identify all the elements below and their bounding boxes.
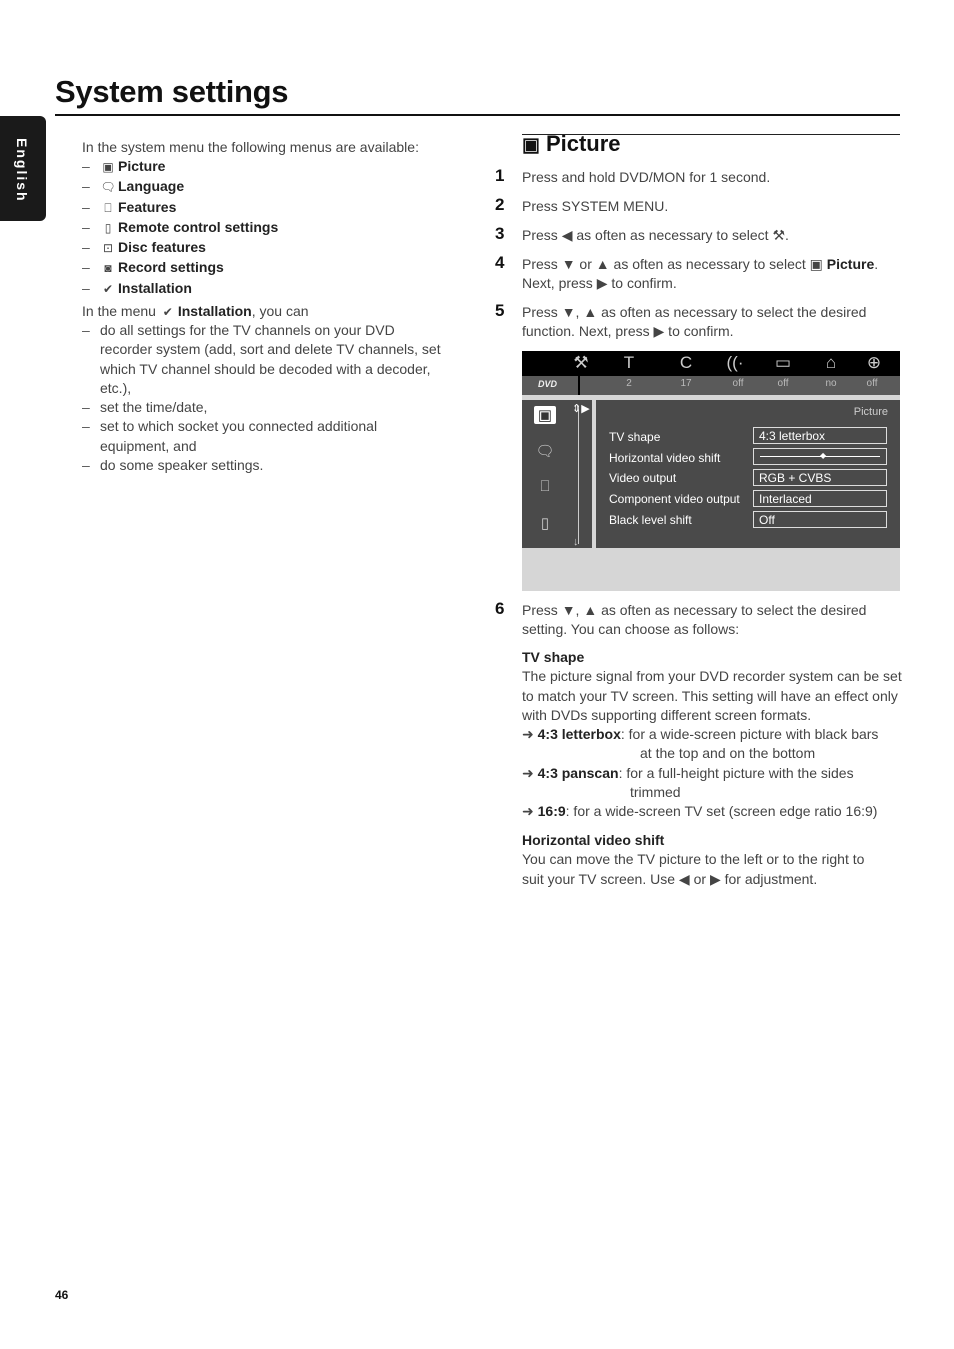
picture-icon: ▣ [522, 135, 540, 156]
option-item: ➜ 16:9: for a wide-screen TV set (screen edge ratio 16:9) [522, 803, 878, 820]
osd-row-value[interactable]: RGB + CVBS [753, 469, 887, 486]
sound-icon: ((· [726, 353, 744, 372]
osd-slider[interactable] [753, 448, 887, 465]
osd-value: off [777, 378, 789, 389]
step-text: Press and hold DVD/MON for 1 second. [522, 169, 771, 185]
up-arrow-icon: ▲ [583, 602, 598, 618]
t-icon: T [623, 353, 635, 372]
scroll-arrows-icon: ⇕▶ [572, 403, 590, 415]
osd-value: no [825, 378, 837, 389]
step-number: 1 [495, 166, 505, 185]
tools-icon: ⚒ [772, 227, 786, 243]
down-arrow-icon: ▼ [561, 304, 576, 320]
hshift-heading: Horizontal video shift [522, 832, 665, 848]
left-arrow-icon: ◀ [678, 870, 690, 887]
option-item-cont: at the top and on the bottom [640, 745, 816, 762]
osd-row-value[interactable]: 4:3 letterbox [753, 427, 887, 444]
scroll-line [578, 406, 579, 544]
menus-intro: In the system menu the following menus are available: [82, 139, 419, 155]
step-text: Press ◀ as often as necessary to select ⚒. [522, 227, 789, 243]
list-item: – 🗨 Language [82, 177, 452, 197]
step-number: 4 [495, 253, 505, 272]
osd-top-bar [522, 351, 900, 376]
install-intro-text: In the menu [82, 303, 160, 319]
osd-row-label: Video output [609, 471, 677, 485]
install-intro-text: , you can [251, 303, 309, 319]
arrow-icon: ➜ [522, 803, 534, 820]
osd-menu [522, 400, 900, 548]
list-item: – set the time/date, [82, 399, 208, 416]
list-item: – set to which socket you connected additional equipment, and [82, 418, 378, 454]
zoom-icon: ⊕ [866, 353, 882, 372]
step-number: 2 [495, 195, 505, 214]
camera-icon: ⌂ [825, 353, 837, 372]
picture-icon: ▣ [102, 160, 114, 174]
menu-item-label: Language [118, 178, 185, 195]
tv-shape-section [522, 648, 902, 822]
arrow-icon: ➜ [522, 764, 534, 781]
down-arrow-icon: ▼ [561, 602, 576, 618]
install-intro [82, 302, 452, 322]
osd-row-label: Component video output [609, 492, 740, 506]
language-tab [0, 116, 46, 221]
menu-item-label: Picture [118, 158, 166, 174]
install-list [82, 321, 444, 475]
list-item: – ✔ Installation [82, 279, 452, 299]
list-item: – ▣ Picture [82, 157, 452, 177]
list-item-text: set the time/date, [100, 399, 208, 416]
record-icon: ◙ [104, 261, 112, 276]
osd-row-value[interactable]: Off [753, 511, 887, 528]
step-text: Press SYSTEM MENU. [522, 198, 669, 214]
picture-icon[interactable]: ▣ [534, 406, 556, 424]
osd-screenshot [522, 351, 900, 591]
left-arrow-icon: ◀ [561, 227, 573, 243]
arrow-icon: ➜ [522, 726, 534, 743]
right-arrow-icon: ▶ [596, 275, 608, 292]
remote-icon: ▯ [104, 220, 112, 235]
menu-item-label: Remote control settings [118, 218, 279, 235]
slider-handle-icon[interactable]: ◆ [820, 451, 827, 460]
tv-shape-body: The picture signal from your DVD recorder system can be set to match your TV screen. This setting will have an effect only with DVDs supporting different screen formats. [522, 668, 902, 723]
title-divider [55, 114, 900, 116]
section-title [522, 131, 621, 157]
option-item: ➜ 4:3 letterbox: for a wide-screen picture with black bars [522, 726, 879, 743]
osd-heading: Picture [853, 406, 888, 418]
list-item: – ⊡ Disc features [82, 238, 452, 258]
step-text: Press ▼, ▲ as often as necessary to select the desired setting. You can choose as follows: [522, 602, 867, 638]
hshift-section [522, 831, 902, 889]
step-text: Press ▼, ▲ as often as necessary to select the desired function. Next, press ▶ to confirm. [522, 304, 867, 340]
remote-icon[interactable]: ▯ [540, 515, 550, 532]
right-arrow-icon: ▶ [653, 323, 665, 340]
list-item: – ⎕ Features [82, 198, 452, 218]
language-icon[interactable]: 🗨 [535, 443, 555, 460]
page-number: 46 [55, 1288, 69, 1302]
disc-icon: ⊡ [102, 241, 114, 256]
down-arrow-icon: ▼ [561, 256, 576, 272]
tools-icon: ⚒ [573, 353, 589, 372]
osd-separator [592, 400, 596, 548]
hshift-body: You can move the TV picture to the left or to the right to [522, 851, 865, 868]
hshift-body: suit your TV screen. Use ◀ or ▶ for adjustment. [522, 870, 818, 887]
osd-row-value[interactable]: Interlaced [753, 490, 887, 507]
step-number: 3 [495, 224, 505, 243]
features-icon[interactable]: ⎕ [540, 478, 550, 495]
osd-value: 17 [680, 378, 692, 389]
step-text: Press ▼ or ▲ as often as necessary to select ▣ Picture. Next, press ▶ to confirm. [522, 256, 879, 292]
osd-row-label: TV shape [609, 430, 661, 444]
osd-row-label: Horizontal video shift [609, 451, 721, 465]
menu-item-label: Features [118, 198, 177, 215]
option-item: ➜ 4:3 panscan: for a full-height picture with the sides [522, 764, 854, 781]
up-arrow-icon: ▲ [583, 304, 598, 320]
step-number: 6 [495, 599, 505, 618]
tv-shape-heading: TV shape [522, 649, 585, 665]
picture-icon: ▣ [809, 256, 823, 272]
installation-icon: ✔ [162, 305, 173, 319]
right-arrow-icon: ▶ [709, 870, 721, 887]
install-intro-bold: Installation [177, 303, 252, 319]
list-item-text: do some speaker settings. [100, 457, 264, 474]
subtitle-icon: ▭ [774, 353, 792, 372]
page-title: System settings [55, 74, 289, 109]
list-item-text: do all settings for the TV channels on your DVD recorder system (add, sort and delete TV channels, set which TV channel should be decoded with a decoder, etc.), [100, 322, 441, 396]
osd-status-bar [522, 376, 900, 395]
osd-value: off [866, 378, 878, 389]
osd-value: off [732, 378, 744, 389]
up-arrow-icon: ▲ [595, 256, 610, 272]
osd-row-label: Black level shift [609, 513, 692, 527]
menu-list [82, 157, 452, 299]
dvd-logo: DVD [538, 379, 558, 389]
features-icon: ⎕ [104, 200, 112, 215]
list-item: – ▯ Remote control settings [82, 218, 452, 238]
menu-item-label: Record settings [118, 259, 224, 276]
c-icon: C [679, 353, 693, 372]
step-number: 5 [495, 301, 505, 320]
list-item: – ◙ Record settings [82, 258, 452, 278]
menu-item-label: Installation [118, 279, 192, 296]
scroll-down-icon: ↓ [573, 536, 579, 548]
osd-value: 2 [626, 378, 632, 389]
list-item: – do all settings for the TV channels on your DVD recorder system (add, sort and delete TV channels, set which TV channel should be decoded with a decoder, etc.), [82, 322, 441, 396]
installation-icon: ✔ [102, 281, 114, 296]
section-title-text: Picture [545, 131, 621, 156]
menu-item-label: Disc features [118, 239, 206, 256]
language-icon: 🗨 [100, 180, 116, 195]
list-item-text: set to which socket you connected additional equipment, and [100, 418, 378, 454]
option-item-cont: trimmed [630, 784, 681, 801]
language-tab-label: English [14, 138, 30, 203]
list-item: – do some speaker settings. [82, 457, 264, 474]
